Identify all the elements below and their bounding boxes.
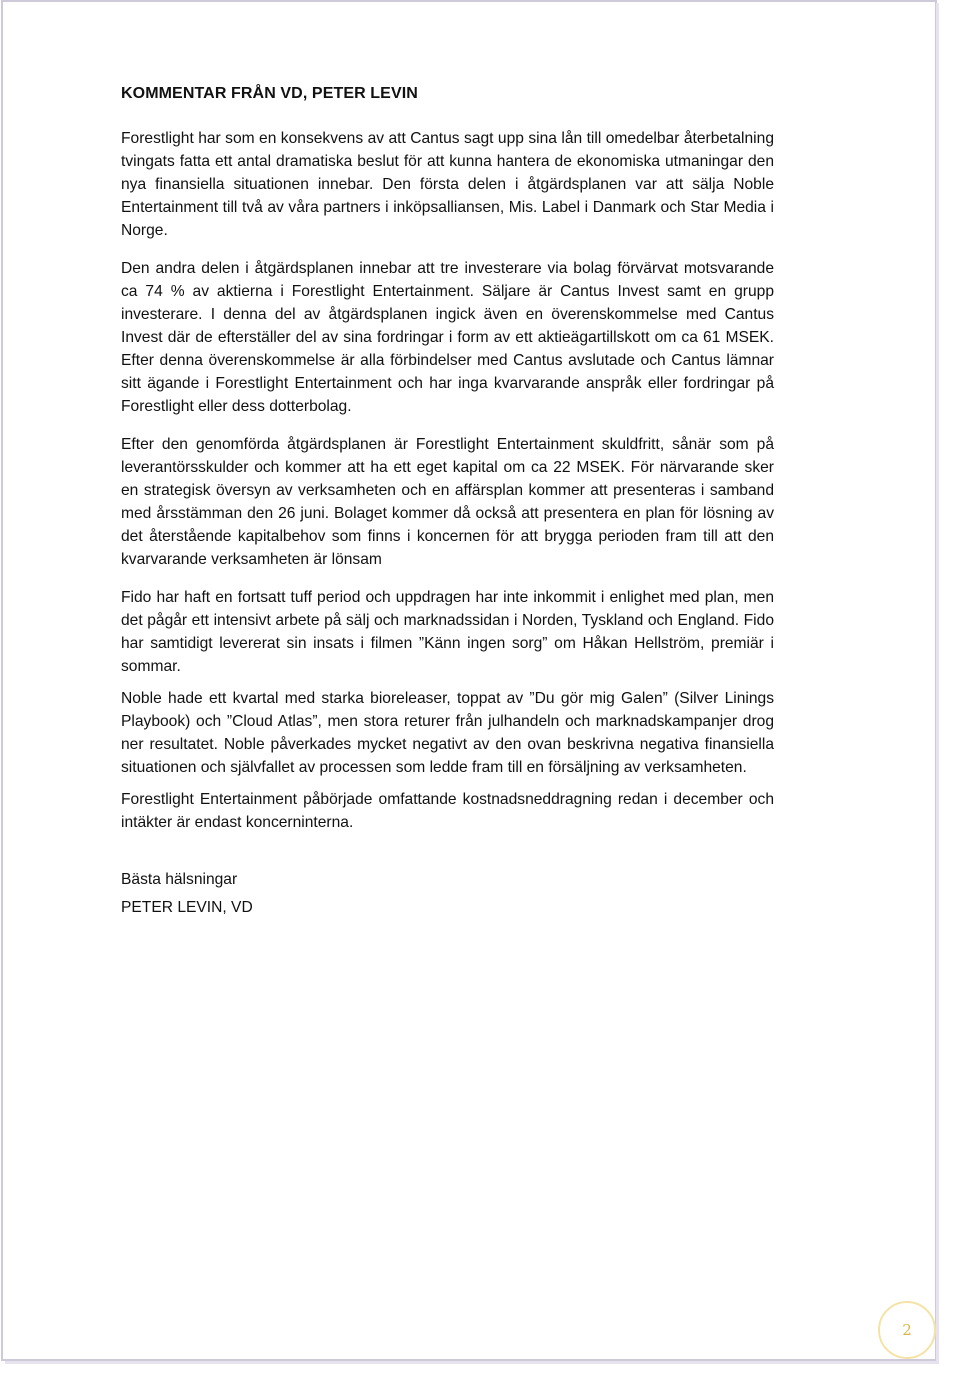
page-number: 2 xyxy=(878,1301,936,1359)
paragraph: Forestlight Entertainment påbörjade omfattande kostnadsneddragning redan i december och intäkter är endast koncerninterna. xyxy=(121,791,774,831)
closing-signature: PETER LEVIN, VD xyxy=(121,899,253,916)
paragraph: Den andra delen i åtgärdsplanen innebar att tre investerare via bolag förvärvat motsvarande ca 74 % av aktierna i Forestlight Entertainment. Säljare är Cantus Invest samt en grupp investerare. I denna del av åtgärdsplanen ingick även en överenskommelse med Cantus Invest där de efterställer del av sina fordringar i form av ett aktieägartillskott om ca 61 MSEK. Efter denna överenskommelse är alla förbindelser med Cantus avslutade och Cantus lämnar sitt ägande i Forestlight Entertainment och har inga kvarvarande anspråk eller fordringar på Forestlight eller dess dotterbolag. xyxy=(121,260,774,415)
document-body xyxy=(121,81,774,924)
closing-block xyxy=(121,868,774,919)
paragraph: Forestlight har som en konsekvens av att Cantus sagt upp sina lån till omedelbar återbetalning tvingats fatta ett antal dramatiska beslut för att kunna hantera de ekonomiska utmaningar den nya finansiella situationen innebar. Den första delen i åtgärdsplanen var att sälja Noble Entertainment till två av våra partners i inköpsalliansen, Mis. Label i Danmark och Star Media i Norge. xyxy=(121,130,774,239)
paragraph: Efter den genomförda åtgärdsplanen är Forestlight Entertainment skuldfritt, sånär som på leverantörsskulder och kommer att ha ett eget kapital om ca 22 MSEK. För närvarande sker en strategisk översyn av verksamheten och en affärsplan kommer att presenteras i samband med årsstämman den 26 juni. Bolaget kommer då också att presentera en plan för lösning av det återstående kapitalbehov som finns i koncernen för att brygga perioden fram till att den kvarvarande verksamheten är lönsam xyxy=(121,436,774,568)
document-heading: KOMMENTAR FRÅN VD, PETER LEVIN xyxy=(121,85,418,102)
paragraph: Noble hade ett kvartal med starka bioreleaser, toppat av ”Du gör mig Galen” (Silver Linings Playbook) och ”Cloud Atlas”, men stora returer från julhandeln och marknadskampanjer drog ner resultatet. Noble påverkades mycket negativt av den ovan beskrivna negativa finansiella situationen och självfallet av processen som ledde fram till en försäljning av verksamheten. xyxy=(121,690,774,776)
closing-greeting: Bästa hälsningar xyxy=(121,871,238,888)
paragraph: Fido har haft en fortsatt tuff period och uppdragen har inte inkommit i enlighet med plan, men det pågår ett intensivt arbete på sälj och marknadssidan i Norden, Tyskland och England. Fido har samtidigt levererat sin insats i filmen ”Känn ingen sorg” om Håkan Hellström, premiär i sommar. xyxy=(121,589,774,675)
